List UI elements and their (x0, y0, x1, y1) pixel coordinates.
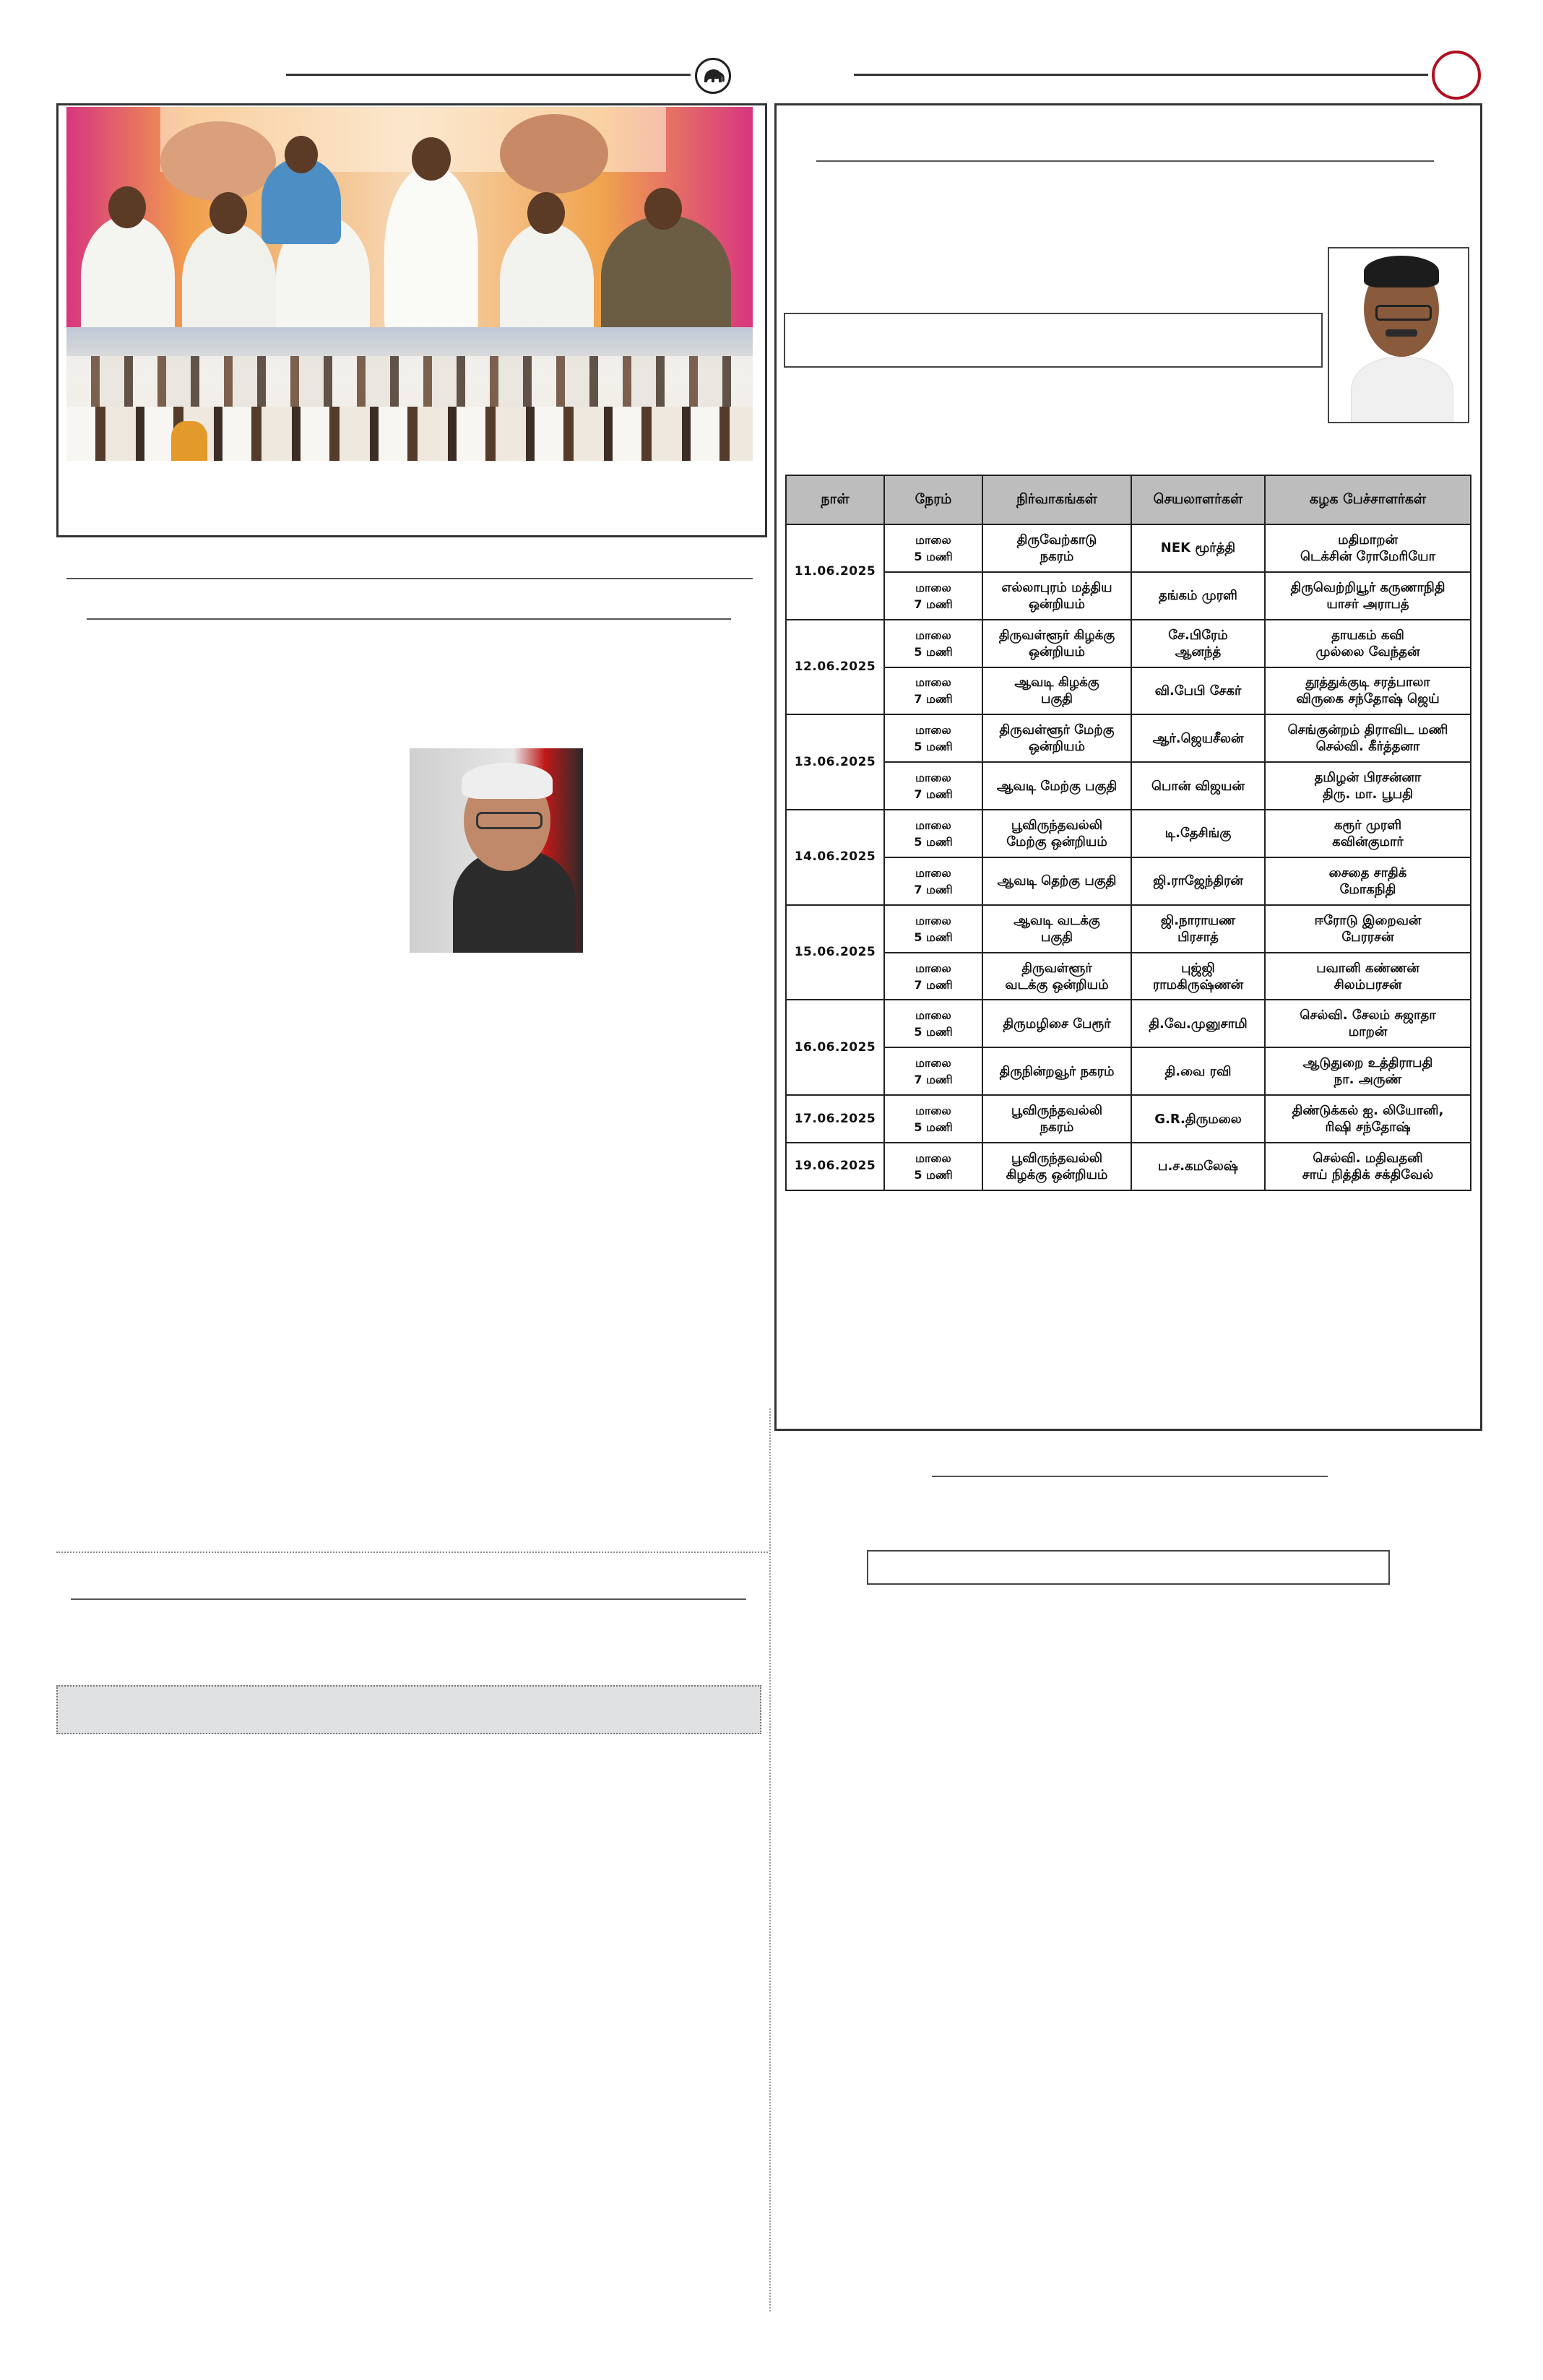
cell-time-line: மாலை (915, 1056, 951, 1070)
cell-secretary-line: பிரசாத் (1177, 929, 1219, 945)
cell-admin (982, 1095, 1131, 1143)
cell-speakers-line: டெக்சின் ரோமேரியோ (1300, 548, 1435, 564)
cell-date: 15.06.2025 (786, 905, 884, 1000)
cell-secretary-line: ஜி.ராஜேந்திரன் (1153, 873, 1243, 889)
cell-admin-line: திருவள்ளூர் (1021, 960, 1092, 976)
cell-time-line: மாலை (915, 723, 951, 737)
cell-time-line: மாலை (915, 771, 951, 785)
headline-rule-3 (71, 1598, 746, 1600)
cell-speakers-line: பவானி கண்ணன் (1316, 960, 1419, 976)
cell-speakers-line: தமிழன் பிரசன்னா (1314, 770, 1422, 786)
grey-caption-box (56, 1685, 761, 1734)
cell-time-line: மாலை (915, 1151, 951, 1165)
header-rule-right (854, 74, 1428, 76)
cell-time (884, 1143, 982, 1190)
cell-secretary (1131, 1047, 1265, 1095)
cell-secretary-line: ராமகிருஷ்ணன் (1152, 977, 1244, 992)
cell-secretary (1131, 762, 1265, 810)
cell-date: 17.06.2025 (786, 1095, 884, 1143)
cell-admin-line: பூவிருந்தவல்லி (1011, 1150, 1103, 1166)
cell-speakers (1265, 762, 1471, 810)
cell-time (884, 857, 982, 905)
cell-admin-line: ஒன்றியம் (1029, 739, 1085, 755)
headline-rule-1 (66, 578, 753, 579)
cell-secretary-line: சே.பிரேம் (1168, 627, 1228, 643)
cell-secretary-line: தங்கம் முரளி (1159, 588, 1237, 604)
cell-secretary-line: தி.வை ரவி (1164, 1063, 1232, 1079)
cell-date: 19.06.2025 (786, 1143, 884, 1190)
cell-time-line: 5 மணி (914, 740, 953, 754)
cell-admin-line: பகுதி (1040, 691, 1073, 707)
cell-speakers (1265, 905, 1471, 953)
column-divider (769, 1408, 771, 2311)
cell-speakers (1265, 1000, 1471, 1047)
table-row (786, 905, 1471, 953)
cell-speakers-line: தூத்துக்குடி சரத்பாலா (1305, 675, 1430, 691)
cell-time (884, 620, 982, 667)
col-header-date: நாள் (786, 475, 884, 524)
cell-secretary (1131, 905, 1265, 953)
cell-time-line: 5 மணி (914, 1025, 953, 1039)
cell-secretary (1131, 524, 1265, 572)
table-row (786, 667, 1471, 715)
table-row (786, 1095, 1471, 1143)
table-row (786, 1000, 1471, 1047)
cell-admin (982, 857, 1131, 905)
cell-secretary (1131, 1143, 1265, 1190)
meeting-schedule-table (785, 475, 1471, 1191)
cell-secretary-line: ஜி.நாராயண (1160, 912, 1236, 928)
cell-speakers-line: செங்குன்றம் திராவிட மணி (1287, 722, 1448, 738)
cell-time-line: 7 மணி (914, 882, 953, 896)
cell-date: 14.06.2025 (786, 810, 884, 905)
cell-admin (982, 572, 1131, 620)
cell-speakers (1265, 1095, 1471, 1143)
audience-photo (66, 327, 753, 461)
cell-admin-line: ஆவடி கிழக்கு (1014, 675, 1099, 691)
cell-time-line: 7 மணி (914, 1073, 953, 1087)
cell-time-line: மாலை (915, 1008, 951, 1023)
cell-speakers (1265, 572, 1471, 620)
cell-secretary (1131, 1095, 1265, 1143)
cell-admin-line: திருமழிசை பேரூர் (1003, 1016, 1111, 1031)
table-row (786, 620, 1471, 667)
cell-admin-line: ஒன்றியம் (1029, 596, 1085, 612)
col-header-speakers: கழக பேச்சாளர்கள் (1265, 475, 1471, 524)
cell-secretary-line: புஜ்ஜி (1181, 960, 1215, 976)
cell-time-line: 5 மணி (914, 930, 953, 944)
cell-admin-line: ஒன்றியம் (1029, 644, 1085, 659)
headline-rule-4 (932, 1476, 1328, 1477)
cell-time-line: மாலை (915, 1104, 951, 1118)
table-row (786, 1143, 1471, 1190)
cell-time-line: 5 மணி (914, 834, 953, 849)
cell-speakers (1265, 714, 1471, 762)
cell-admin (982, 905, 1131, 953)
cell-time-line: 5 மணி (914, 644, 953, 659)
cell-speakers (1265, 857, 1471, 905)
cell-time-line: மாலை (915, 675, 951, 690)
cell-speakers-line: திண்டுக்கல் ஐ. லியோனி, (1292, 1103, 1444, 1119)
cell-time (884, 1000, 982, 1047)
col-header-time: நேரம் (884, 475, 982, 524)
cell-secretary-line: NEK மூர்த்தி (1160, 540, 1236, 556)
cell-speakers-line: விருகை சந்தோஷ் ஜெய் (1296, 691, 1440, 707)
cell-speakers (1265, 1047, 1471, 1095)
cell-secretary-line: ப.ச.கமலேஷ் (1158, 1159, 1238, 1174)
table-row (786, 524, 1471, 572)
cell-speakers-line: செல்வி. மதிவதனி (1313, 1150, 1423, 1166)
cell-time-line: 5 மணி (914, 549, 953, 563)
secretary-portrait-photo (1328, 247, 1469, 423)
cell-secretary (1131, 572, 1265, 620)
red-circle-icon (1432, 51, 1481, 100)
cell-admin-line: திருவள்ளூர் கிழக்கு (998, 627, 1115, 643)
cell-admin-line: ஆவடி மேற்கு பகுதி (996, 778, 1118, 794)
cell-date: 13.06.2025 (786, 714, 884, 810)
cell-admin-line: திருவள்ளூர் மேற்கு (999, 722, 1115, 738)
cell-speakers (1265, 810, 1471, 857)
cell-time-line: 5 மணி (914, 1167, 953, 1182)
cell-admin-line: பூவிருந்தவல்லி (1011, 817, 1103, 833)
cell-admin (982, 1143, 1131, 1190)
cell-admin-line: திருவேற்காடு (1016, 532, 1097, 548)
cell-time-line: 5 மணி (914, 1120, 953, 1135)
cell-speakers-line: மோகநிதி (1339, 881, 1396, 897)
cell-speakers-line: கவின்குமார் (1332, 834, 1404, 849)
cell-secretary (1131, 953, 1265, 1000)
cell-admin-line: நகரம் (1040, 1120, 1074, 1135)
cell-time-line: மாலை (915, 580, 951, 594)
cell-secretary-line: ஆர்.ஜெயசீலன் (1152, 730, 1244, 746)
cell-admin-line: பகுதி (1040, 929, 1073, 945)
cell-speakers-line: பேரரசன் (1341, 929, 1394, 945)
cell-time (884, 953, 982, 1000)
cell-admin (982, 524, 1131, 572)
schedule-title-box (784, 313, 1323, 368)
cell-secretary-line: டி.தேசிங்கு (1164, 826, 1232, 841)
cell-secretary-line: ஆனந்த் (1175, 644, 1222, 659)
cell-speakers (1265, 1143, 1471, 1190)
table-row (786, 714, 1471, 762)
cell-speakers-line: சைதை சாதிக் (1328, 865, 1407, 880)
cell-admin-line: வடக்கு ஒன்றியம் (1005, 977, 1109, 992)
cell-time-line: மாலை (915, 865, 951, 880)
cell-time-line: 7 மணி (914, 977, 953, 992)
cell-time-line: 7 மணி (914, 597, 953, 611)
cell-secretary-line: வி.பேபி சேகர் (1154, 683, 1242, 698)
cell-speakers-line: முல்லை வேந்தன் (1315, 644, 1420, 659)
cell-speakers-line: மதிமாறன் (1338, 532, 1398, 548)
cell-time-line: மாலை (915, 913, 951, 927)
cell-speakers-line: செல்வி. சேலம் சுஜாதா (1300, 1008, 1436, 1024)
cell-date: 16.06.2025 (786, 1000, 884, 1095)
cell-speakers-line: ஆடுதுறை உத்திராபதி (1302, 1055, 1433, 1071)
cell-time-line: மாலை (915, 532, 951, 547)
cell-speakers-line: மாறன் (1348, 1024, 1388, 1040)
table-row (786, 857, 1471, 905)
cell-time (884, 905, 982, 953)
cell-speakers-line: திரு. மா. பூபதி (1323, 787, 1413, 802)
section-divider-left (56, 1552, 768, 1553)
cell-time (884, 667, 982, 715)
cell-secretary-line: G.R.திருமலை (1154, 1111, 1242, 1127)
cell-date: 11.06.2025 (786, 524, 884, 620)
cell-admin (982, 714, 1131, 762)
header-rule-left (286, 74, 691, 76)
schedule-headline-rule (816, 160, 1434, 162)
cell-speakers (1265, 667, 1471, 715)
cell-secretary (1131, 810, 1265, 857)
cell-time-line: மாலை (915, 628, 951, 642)
cell-admin-line: நகரம் (1040, 548, 1074, 564)
cell-speakers-line: ஈரோடு இறைவன் (1314, 912, 1422, 928)
cell-time (884, 572, 982, 620)
cell-time (884, 810, 982, 857)
cell-admin-line: எல்லாபுரம் மத்திய (1001, 579, 1112, 595)
cell-admin-line: மேற்கு ஒன்றியம் (1006, 834, 1107, 849)
cell-speakers-line: சிலம்பரசன் (1334, 977, 1402, 992)
table-header-row (786, 475, 1471, 524)
subhead-box (867, 1550, 1390, 1585)
cell-admin-line: பூவிருந்தவல்லி (1011, 1103, 1103, 1119)
table-row (786, 1047, 1471, 1095)
cell-secretary-line: தி.வே.முனுசாமி (1149, 1016, 1248, 1031)
cell-admin (982, 1047, 1131, 1095)
cell-time (884, 1095, 982, 1143)
table-row (786, 572, 1471, 620)
cell-speakers-line: திருவெற்றியூர் கருணாநிதி (1290, 579, 1445, 595)
cell-time-line: 7 மணி (914, 787, 953, 802)
cell-time (884, 524, 982, 572)
cell-admin (982, 810, 1131, 857)
cell-time-line: மாலை (915, 961, 951, 975)
cell-speakers-line: சாய் நித்திக் சக்திவேல் (1302, 1167, 1434, 1182)
col-header-secretary: செயலாளர்கள் (1131, 475, 1265, 524)
cell-speakers-line: தாயகம் கவி (1331, 627, 1404, 643)
cell-secretary (1131, 714, 1265, 762)
elephant-emblem-icon (695, 58, 731, 94)
cell-secretary (1131, 667, 1265, 715)
cell-date: 12.06.2025 (786, 620, 884, 715)
cell-speakers-line: ரிஷி சந்தோஷ் (1325, 1120, 1411, 1135)
cell-admin-line: ஆவடி தெற்கு பகுதி (997, 873, 1117, 889)
cell-speakers (1265, 524, 1471, 572)
cell-admin (982, 667, 1131, 715)
cell-admin (982, 953, 1131, 1000)
table-row (786, 762, 1471, 810)
cell-speakers-line: யாசர் அராபத் (1326, 596, 1409, 612)
col-header-admin: நிர்வாகங்கள் (982, 475, 1131, 524)
cell-admin (982, 762, 1131, 810)
cell-secretary (1131, 1000, 1265, 1047)
cell-secretary-line: பொன் விஜயன் (1151, 778, 1245, 794)
cell-speakers (1265, 953, 1471, 1000)
cell-time-line: 7 மணி (914, 692, 953, 706)
cell-time (884, 762, 982, 810)
cell-admin (982, 1000, 1131, 1047)
event-stage-photo (66, 107, 753, 327)
cell-speakers-line: செல்வி. கீர்த்தனா (1315, 739, 1420, 755)
cell-speakers (1265, 620, 1471, 667)
cell-time-line: மாலை (915, 818, 951, 832)
cell-secretary (1131, 857, 1265, 905)
headline-rule-2 (87, 618, 731, 620)
table-row (786, 810, 1471, 857)
cell-admin-line: கிழக்கு ஒன்றியம் (1006, 1167, 1108, 1182)
table-row (786, 953, 1471, 1000)
cell-speakers-line: நா. அருண் (1334, 1072, 1402, 1088)
cell-secretary (1131, 620, 1265, 667)
cell-admin (982, 620, 1131, 667)
cell-time (884, 714, 982, 762)
cell-admin-line: திருநின்றவூர் நகரம் (999, 1063, 1115, 1079)
cell-speakers-line: கரூர் முரளி (1334, 817, 1402, 833)
cell-admin-line: ஆவடி வடக்கு (1013, 912, 1100, 928)
cell-time (884, 1047, 982, 1095)
leader-portrait-photo (410, 748, 583, 953)
